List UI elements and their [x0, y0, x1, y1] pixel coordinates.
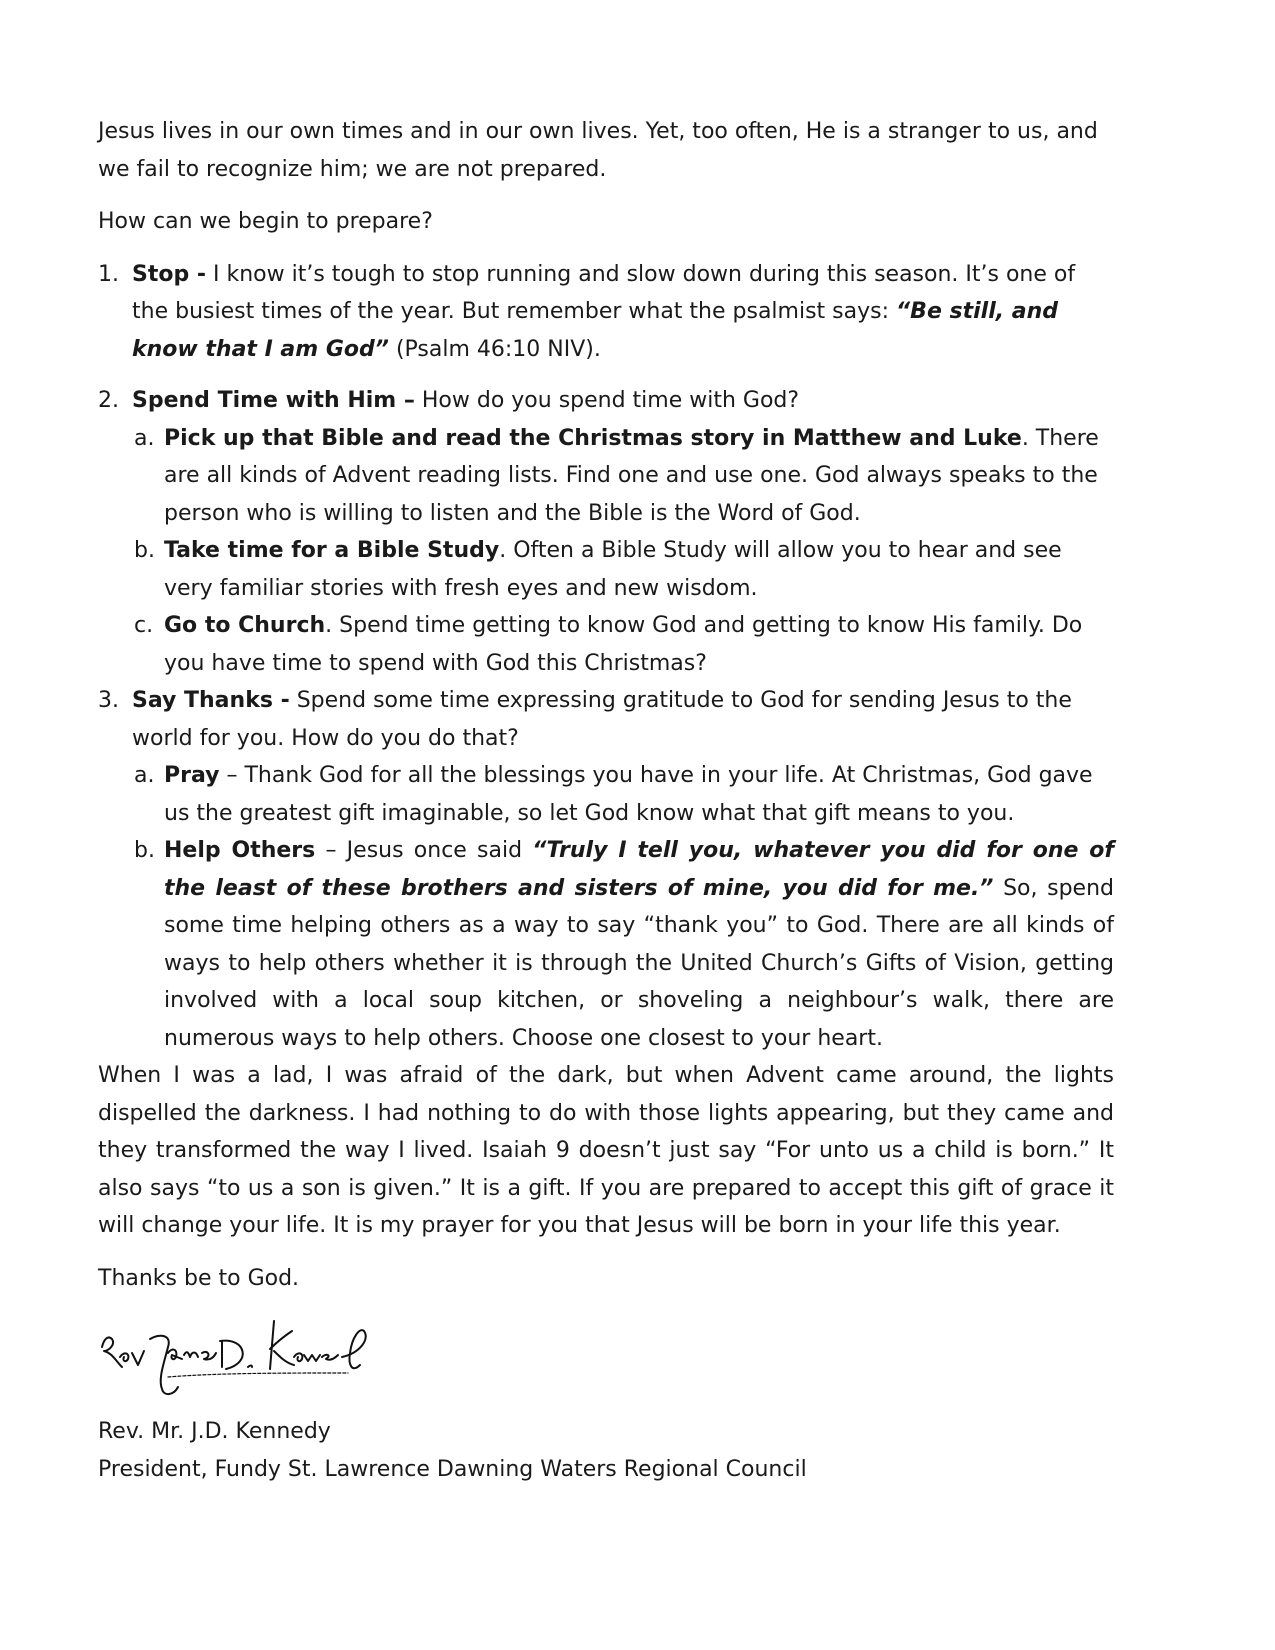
handwritten-signature — [98, 1317, 1114, 1407]
subitem-text: – Thank God for all the blessings you have in your life. At Christmas, God gave us the greatest gift imaginable, so let God know what that gift means to you. — [164, 763, 1093, 826]
intro-question: How can we begin to prepare? — [98, 209, 433, 234]
signatory-name: Rev. Mr. J.D. Kennedy — [98, 1419, 331, 1444]
step-text: Spend some time expressing gratitude to God for sending Jesus to the world for you. How do you do that? — [132, 688, 1072, 751]
signatory-title: President, Fundy St. Lawrence Dawning Waters Regional Council — [98, 1456, 807, 1482]
subitem-text: . There are all kinds of Advent reading lists. Find one and use one. God always speaks to the person who is willing to listen and the Bible is the Word of God. — [164, 425, 1099, 526]
subitem-letter: c. — [134, 613, 154, 638]
subitem-letter: a. — [134, 425, 155, 451]
closing-line: Thanks be to God. — [98, 1265, 300, 1291]
subitem-title: Pray — [164, 763, 220, 788]
step-title: Say Thanks - — [132, 688, 290, 713]
step-3 — [98, 682, 1114, 757]
step-title: Spend Time with Him – — [132, 388, 415, 413]
intro-paragraph: Jesus lives in our own times and in our own lives. Yet, too often, He is a stranger to us, and we fail to recognize him; we are not prepared. — [98, 119, 1098, 182]
subitem-2a — [134, 420, 1114, 533]
step-title: Stop - — [132, 261, 207, 287]
step-number: 1. — [98, 261, 119, 287]
step-2-subitems — [134, 420, 1114, 683]
psalm-reference: (Psalm 46:10 NIV). — [388, 336, 601, 362]
conclusion-paragraph: When I was a lad, I was afraid of the dark, but when Advent came around, the lights dispelled the darkness. I had nothing to do with those lights appearing, but they came and they transformed the way I lived. Isaiah 9 doesn’t just say “For unto us a child is born.” It also says “to us a son is given.” It is a gift. If you are prepared to accept this gift of grace it will change your life. It is my prayer for you that Jesus will be born in your life this year. — [98, 1063, 1114, 1238]
step-body — [132, 682, 1114, 757]
subitem-letter: b. — [134, 538, 155, 563]
subitem-body — [164, 757, 1114, 832]
signature-image — [98, 1317, 398, 1407]
step-1 — [98, 256, 1114, 369]
subitem-pre: – Jesus once said — [315, 838, 533, 863]
subitem-body — [164, 420, 1114, 533]
subitem-body — [164, 532, 1114, 607]
step-text: I know it’s tough to stop running and slow down during this season. It’s one of the busiest times of the year. But remember what the psalmist says: — [132, 261, 1076, 324]
psalm-quote: “Be still, and know that I am God” — [132, 299, 1059, 362]
subitem-letter: a. — [134, 763, 155, 788]
subitem-title: Go to Church — [164, 613, 326, 638]
subitem-text: . Often a Bible Study will allow you to hear and see very familiar stories with fresh eyes and new wisdom. — [164, 538, 1062, 601]
scripture-quote: “Truly I tell you, whatever you did for one of the least of these brothers and sisters of mine, you did for me.” — [164, 838, 1114, 901]
subitem-title: Help Others — [164, 838, 316, 863]
subitem-3b — [134, 832, 1114, 1057]
letter-page — [98, 113, 1114, 1488]
subitem-title: Pick up that Bible and read the Christmas story in Matthew and Luke — [164, 425, 1022, 451]
step-3-subitems — [134, 757, 1114, 1057]
step-number: 3. — [98, 688, 119, 713]
subitem-body — [164, 607, 1114, 682]
subitem-text: So, spend some time helping others as a way to say “thank you” to God. There are all kinds of ways to help others whether it is through the United Church’s Gifts of Vision, getting involved with a local soup kitchen, or shoveling a neighbour’s walk, there are numerous ways to help others. Choose one closest to your heart. — [164, 875, 1114, 1051]
subitem-text: . Spend time getting to know God and getting to know His family. Do you have time to spend with God this Christmas? — [164, 613, 1083, 676]
subitem-title: Take time for a Bible Study — [164, 538, 500, 563]
step-2 — [98, 382, 1114, 420]
subitem-2c — [134, 607, 1114, 682]
step-text: How do you spend time with God? — [414, 388, 800, 413]
step-number: 2. — [98, 388, 119, 413]
subitem-2b — [134, 532, 1114, 607]
subitem-body — [164, 832, 1114, 1057]
subitem-letter: b. — [134, 838, 155, 863]
step-body — [132, 382, 1114, 420]
step-body — [132, 256, 1114, 369]
subitem-3a — [134, 757, 1114, 832]
